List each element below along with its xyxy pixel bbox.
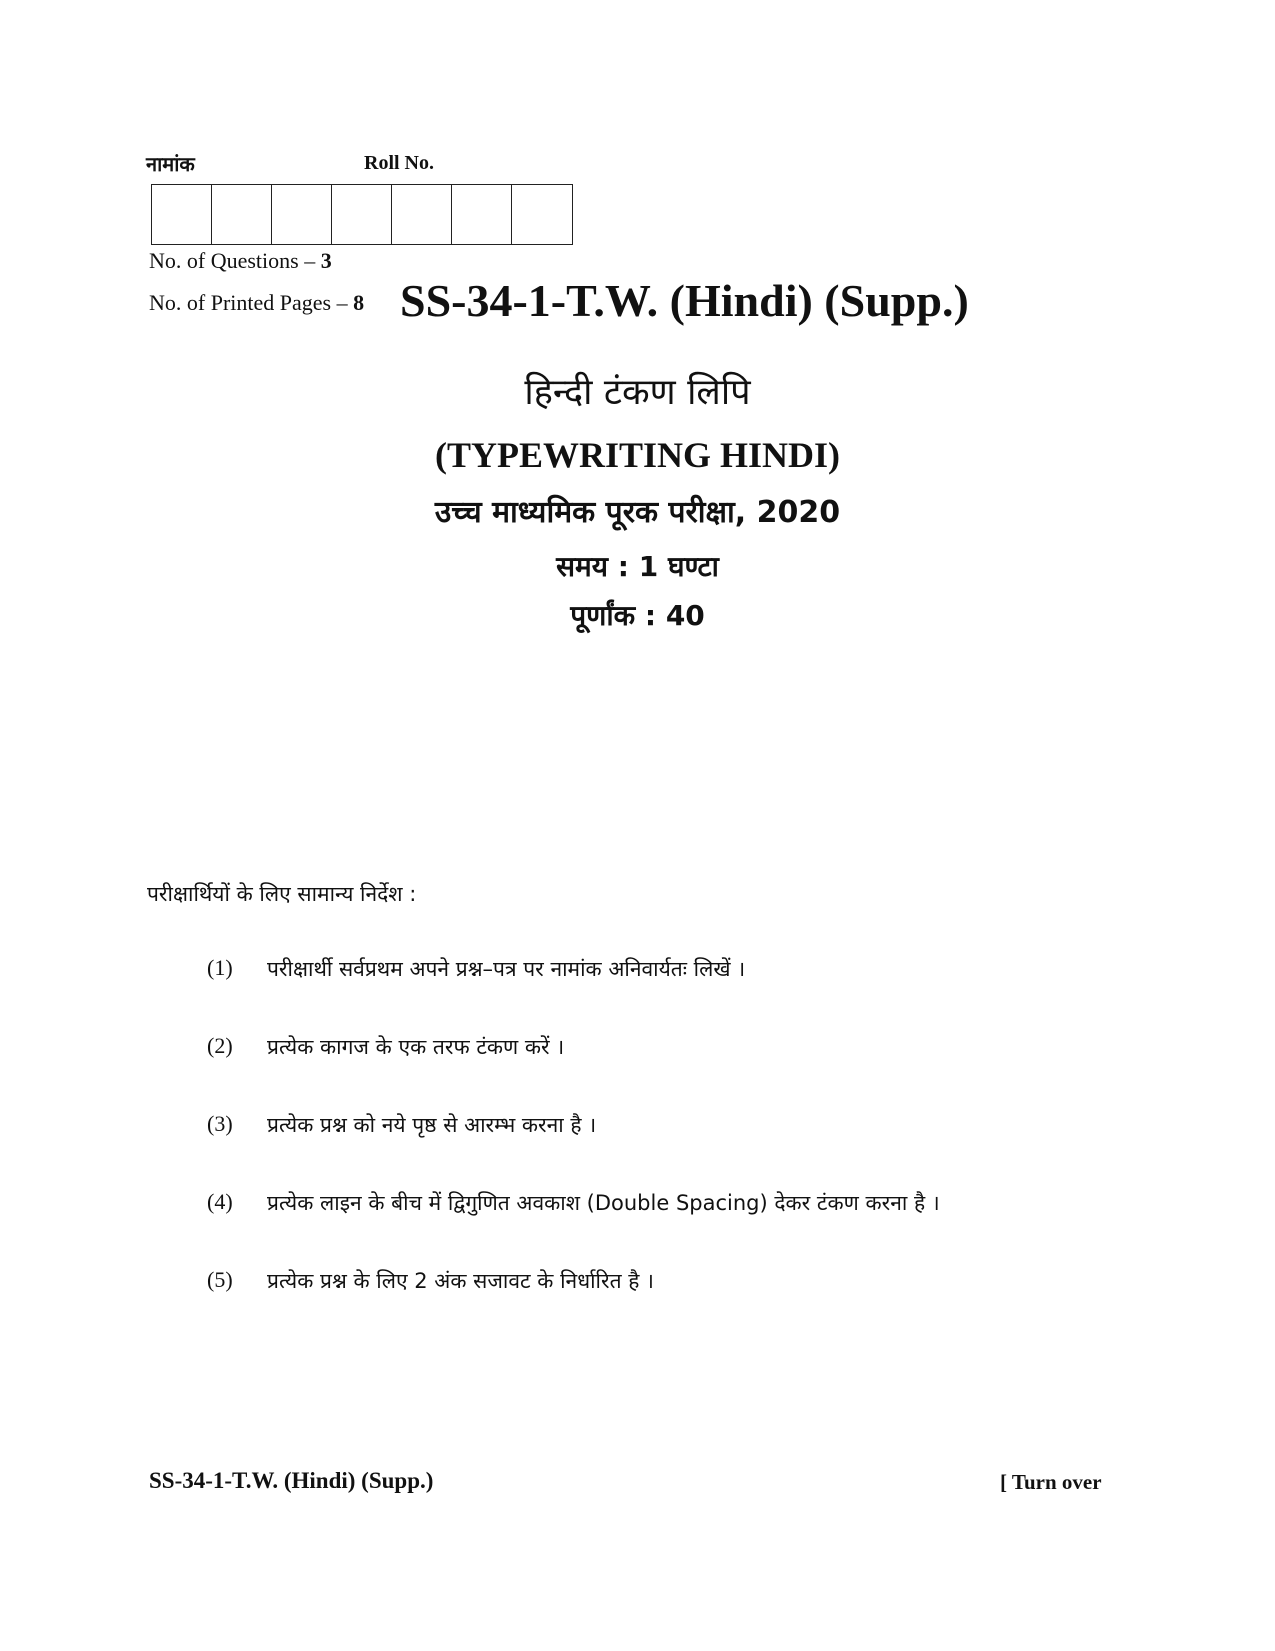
- instruction-text: प्रत्येक प्रश्न के लिए 2 अंक सजावट के निर्धारित है ।: [267, 1269, 655, 1293]
- subject-title-hindi: हिन्दी टंकण लिपि: [524, 372, 751, 413]
- printed-pages-label: No. of Printed Pages –: [149, 290, 354, 315]
- paper-code-heading: SS-34-1-T.W. (Hindi) (Supp.): [400, 275, 969, 326]
- roll-number-box: [452, 185, 512, 244]
- roll-number-label-hindi: नामांक: [146, 152, 195, 176]
- printed-pages-line: [149, 290, 364, 316]
- instruction-text: प्रत्येक प्रश्न को नये पृष्ठ से आरम्भ करना है ।: [267, 1113, 597, 1137]
- instruction-item: [207, 1033, 940, 1111]
- printed-pages-value: 8: [353, 290, 365, 315]
- instruction-item: [207, 1267, 940, 1345]
- roll-number-boxes: [151, 184, 573, 245]
- roll-number-box: [392, 185, 452, 244]
- roll-number-box: [512, 185, 572, 244]
- instruction-text: प्रत्येक लाइन के बीच में द्विगुणित अवकाश (Double Spacing) देकर टंकण करना है ।: [267, 1191, 940, 1215]
- instruction-item: [207, 1189, 940, 1267]
- instruction-number: (5): [207, 1267, 233, 1292]
- questions-count-label: No. of Questions –: [149, 248, 321, 273]
- instruction-text: परीक्षार्थी सर्वप्रथम अपने प्रश्न–पत्र पर नामांक अनिवार्यतः लिखें ।: [267, 957, 746, 981]
- subject-title-english: (TYPEWRITING HINDI): [434, 435, 841, 475]
- instruction-number: (1): [207, 955, 233, 980]
- instruction-number: (2): [207, 1033, 233, 1058]
- roll-number-label: Roll No.: [364, 152, 434, 174]
- questions-count-line: [149, 248, 332, 274]
- questions-count-value: 3: [320, 248, 332, 273]
- instruction-item: [207, 1111, 940, 1189]
- exam-name: उच्च माध्यमिक पूरक परीक्षा, 2020: [434, 495, 841, 530]
- instructions-list: [207, 955, 940, 1345]
- roll-number-box: [212, 185, 272, 244]
- instructions-heading: परीक्षार्थियों के लिए सामान्य निर्देश :: [147, 882, 417, 906]
- footer-paper-code: SS-34-1-T.W. (Hindi) (Supp.): [149, 1468, 434, 1493]
- instruction-number: (3): [207, 1111, 233, 1136]
- roll-number-box: [152, 185, 212, 244]
- instruction-number: (4): [207, 1189, 233, 1214]
- turn-over-note: [ Turn over: [1000, 1470, 1102, 1494]
- instruction-item: [207, 955, 940, 1033]
- instruction-text: प्रत्येक कागज के एक तरफ टंकण करें ।: [267, 1035, 565, 1059]
- exam-duration: समय : 1 घण्टा: [556, 550, 719, 583]
- roll-number-box: [272, 185, 332, 244]
- roll-number-box: [332, 185, 392, 244]
- maximum-marks: पूर्णांक : 40: [570, 599, 705, 632]
